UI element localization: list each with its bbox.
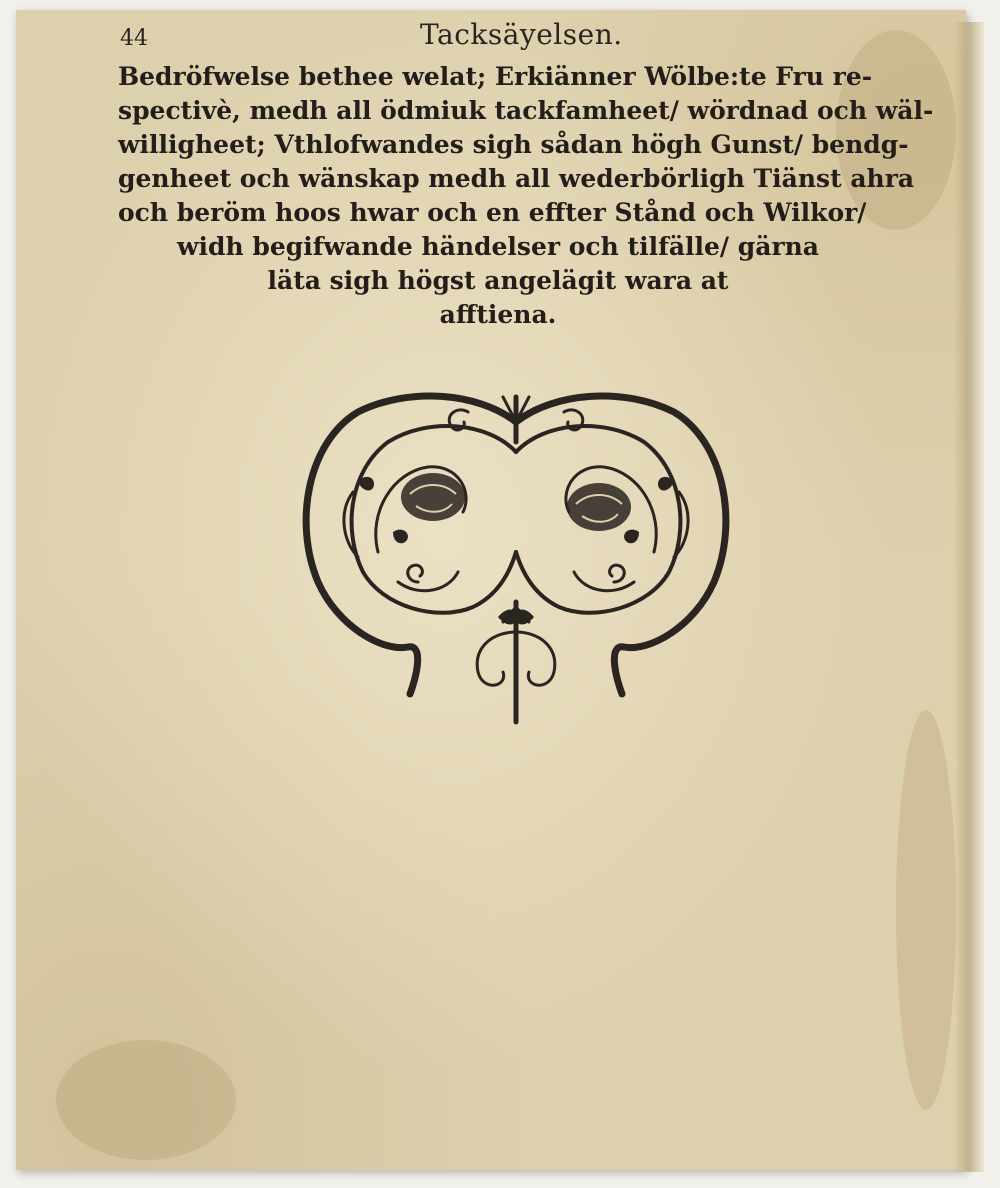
text-line: Bedröfwelse bethee welat; Erkiänner Wölbe:te Fru re- — [118, 62, 873, 91]
text-line: spectivè, medh all ödmiuk tackfamheet/ wördnad och wäl- — [118, 96, 934, 125]
text-line: afftiena. — [439, 300, 557, 329]
running-head: Tacksäyelsen. — [420, 18, 623, 51]
text-line: läta sigh högst angelägit wara at — [267, 266, 729, 295]
body-text — [118, 60, 934, 332]
text-line: widh begifwande händelser och tilfälle/ gärna — [176, 232, 819, 261]
foxing-stain — [56, 1040, 236, 1160]
foxing-stain — [896, 710, 956, 1110]
floral-tailpiece-icon — [298, 382, 734, 732]
text-line: genheet och wänskap medh all wederbörligh Tiänst ahra — [118, 164, 915, 193]
text-line: och beröm hoos hwar och en effter Stånd och Wilkor/ — [118, 198, 867, 227]
text-line: willigheet; Vthlofwandes sigh sådan högh Gunst/ bendg- — [118, 130, 909, 159]
page-edge — [954, 22, 984, 1172]
page-number: 44 — [120, 26, 148, 51]
